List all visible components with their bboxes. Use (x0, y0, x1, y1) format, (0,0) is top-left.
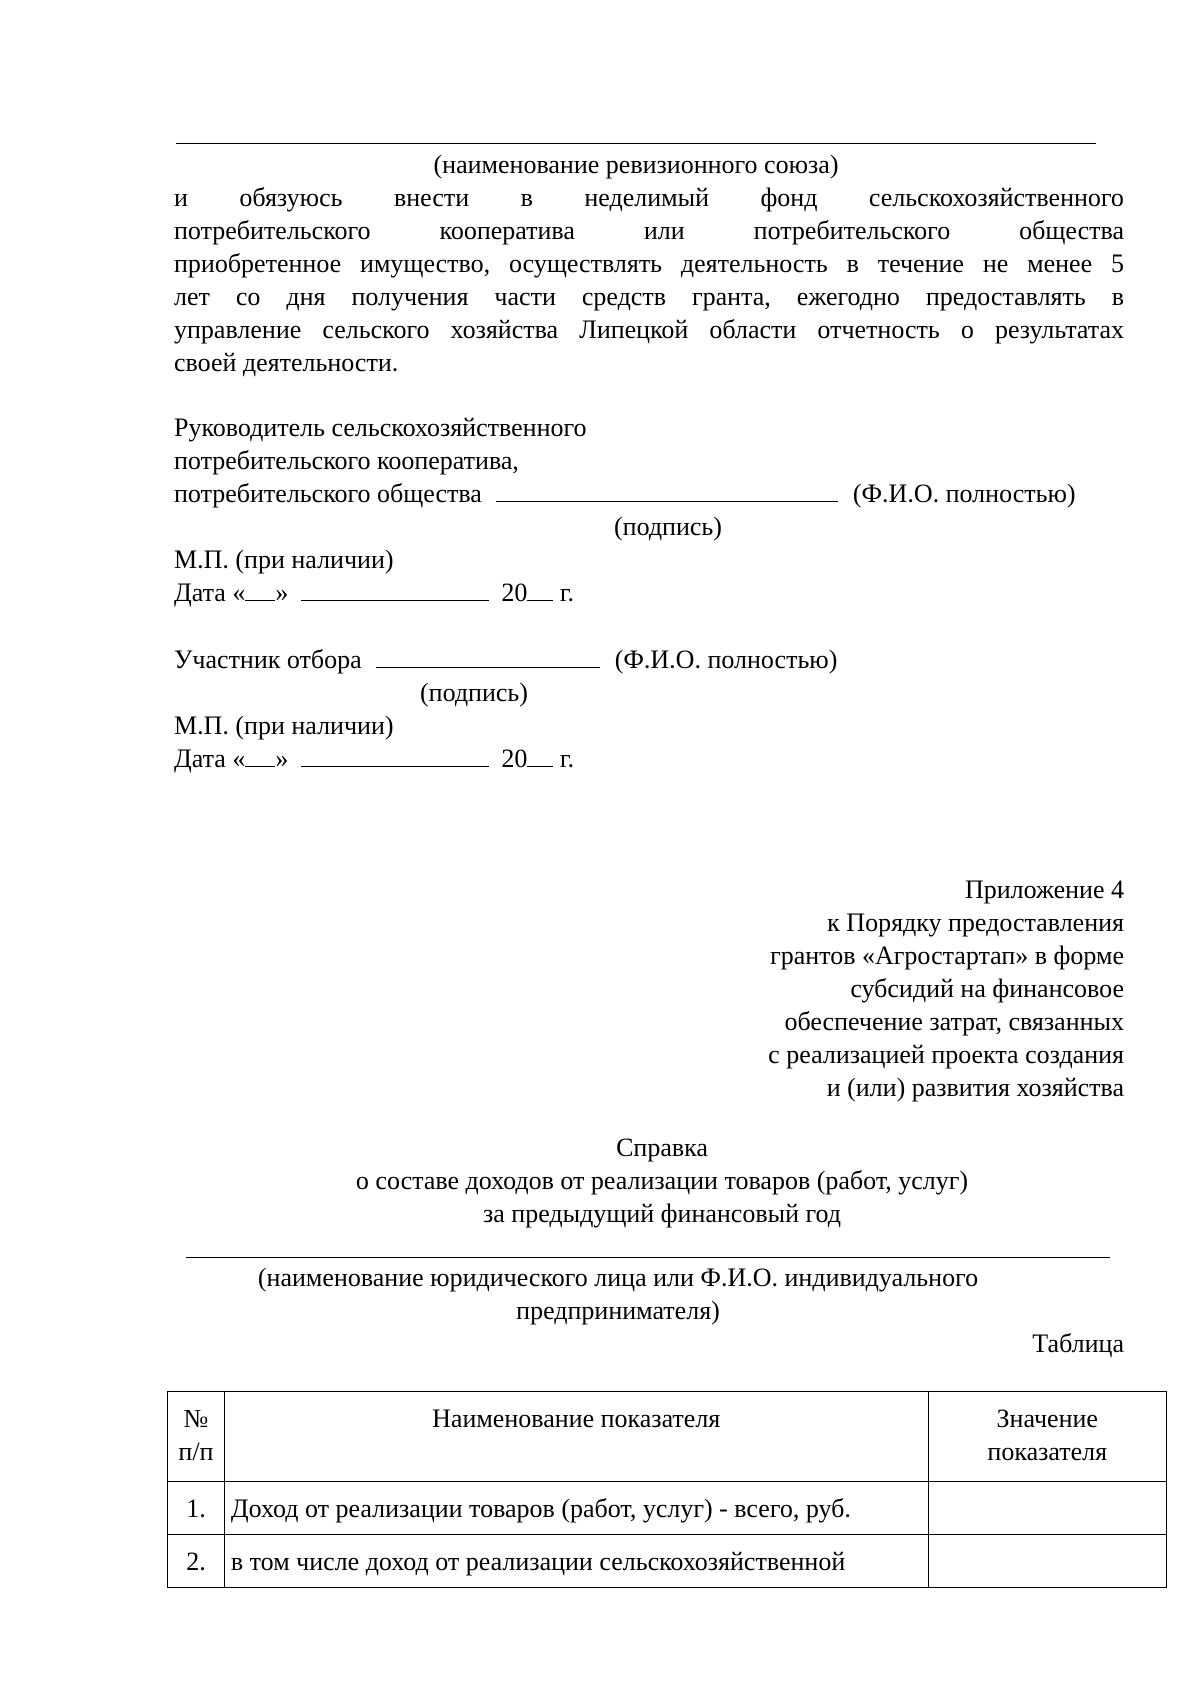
header-indicator-value: Значение показателя (928, 1392, 1166, 1482)
participant-date-day-field[interactable] (245, 742, 275, 767)
participant-stamp: М.П. (при наличии) (174, 711, 394, 740)
head-date-day-field[interactable] (245, 576, 275, 601)
table-row (168, 1535, 1167, 1588)
appendix-line: с реализацией проекта создания (768, 1040, 1124, 1069)
paragraph-line-3: приобретенное имущество, осуществлять деятельность в течение не менее 5 (174, 249, 1124, 278)
head-stamp: М.П. (при наличии) (174, 545, 394, 574)
participant-fio-caption: (Ф.И.О. полностью) (614, 645, 838, 674)
income-table (167, 1391, 1167, 1588)
appendix-line: обеспечение затрат, связанных (784, 1007, 1124, 1036)
entity-name-line (186, 1257, 1110, 1258)
obligation-paragraph (174, 181, 1124, 379)
entity-caption (186, 1261, 1110, 1327)
appendix-line: грантов «Агростартап» в форме (770, 941, 1124, 970)
appendix-line: Приложение 4 (964, 875, 1124, 904)
entity-caption-line-2: предпринимателя) (516, 1296, 720, 1325)
head-title-line-1: Руководитель сельскохозяйственного (174, 413, 587, 442)
participant-date-row: Дата « » 20 г. (174, 744, 575, 773)
entity-caption-line-1: (наименование юридического лица или Ф.И.О. индивидуального (257, 1263, 979, 1292)
head-date-row: Дата « » 20 г. (174, 578, 575, 607)
table-header-row (168, 1392, 1167, 1482)
head-signature-field[interactable] (496, 477, 838, 502)
certificate-title: Справка (616, 1133, 708, 1162)
row-number: 1. (168, 1482, 225, 1535)
head-date-year-field[interactable] (527, 576, 553, 601)
header-number: № п/п (168, 1392, 225, 1482)
head-title-line-3: потребительского общества (174, 479, 482, 508)
paragraph-line-4: лет со дня получения части средств гранта, ежегодно предоставлять в (174, 282, 1124, 311)
paragraph-line-1: и обязуюсь внести в неделимый фонд сельскохозяйственного (174, 183, 1124, 212)
header-indicator-name: Наименование показателя (224, 1392, 928, 1482)
certificate-subtitle-2: за предыдущий финансовый год (482, 1199, 842, 1228)
head-title-line-2: потребительского кооператива, (174, 446, 519, 475)
participant-sign-caption: (подпись) (420, 678, 528, 707)
appendix-line: субсидий на финансовое (850, 974, 1124, 1003)
head-sign-caption: (подпись) (614, 512, 722, 541)
paragraph-line-5: управление сельского хозяйства Липецкой области отчетность о результатах (174, 315, 1124, 344)
head-signature-row (174, 477, 1134, 510)
head-signature-block (174, 411, 1134, 609)
head-date-month-field[interactable] (301, 576, 489, 601)
row-indicator-value[interactable] (928, 1482, 1166, 1535)
union-name-caption: (наименование ревизионного союза) (433, 150, 839, 179)
certificate-heading (174, 1131, 1124, 1230)
union-name-line (176, 143, 1096, 144)
participant-signature-row (174, 643, 1134, 676)
table-row (168, 1482, 1167, 1535)
appendix-line: и (или) развития хозяйства (826, 1073, 1124, 1102)
certificate-subtitle-1: о составе доходов от реализации товаров (работ, услуг) (355, 1166, 969, 1195)
paragraph-line-2: потребительского кооператива или потребительского общества (174, 216, 1124, 245)
table-label: Таблица (1032, 1329, 1124, 1358)
participant-date-month-field[interactable] (301, 742, 489, 767)
row-indicator-name: в том числе доход от реализации сельскохозяйственной (224, 1535, 928, 1588)
participant-signature-field[interactable] (376, 643, 600, 668)
participant-signature-block (174, 643, 1134, 775)
appendix-note (600, 873, 1124, 1104)
row-number: 2. (168, 1535, 225, 1588)
participant-date-year-field[interactable] (527, 742, 553, 767)
appendix-line: к Порядку предоставления (827, 908, 1124, 937)
paragraph-line-6: своей деятельности. (174, 348, 399, 377)
participant-label: Участник отбора (174, 645, 362, 674)
row-indicator-value[interactable] (928, 1535, 1166, 1588)
head-fio-caption: (Ф.И.О. полностью) (852, 479, 1076, 508)
row-indicator-name: Доход от реализации товаров (работ, услуг) - всего, руб. (224, 1482, 928, 1535)
